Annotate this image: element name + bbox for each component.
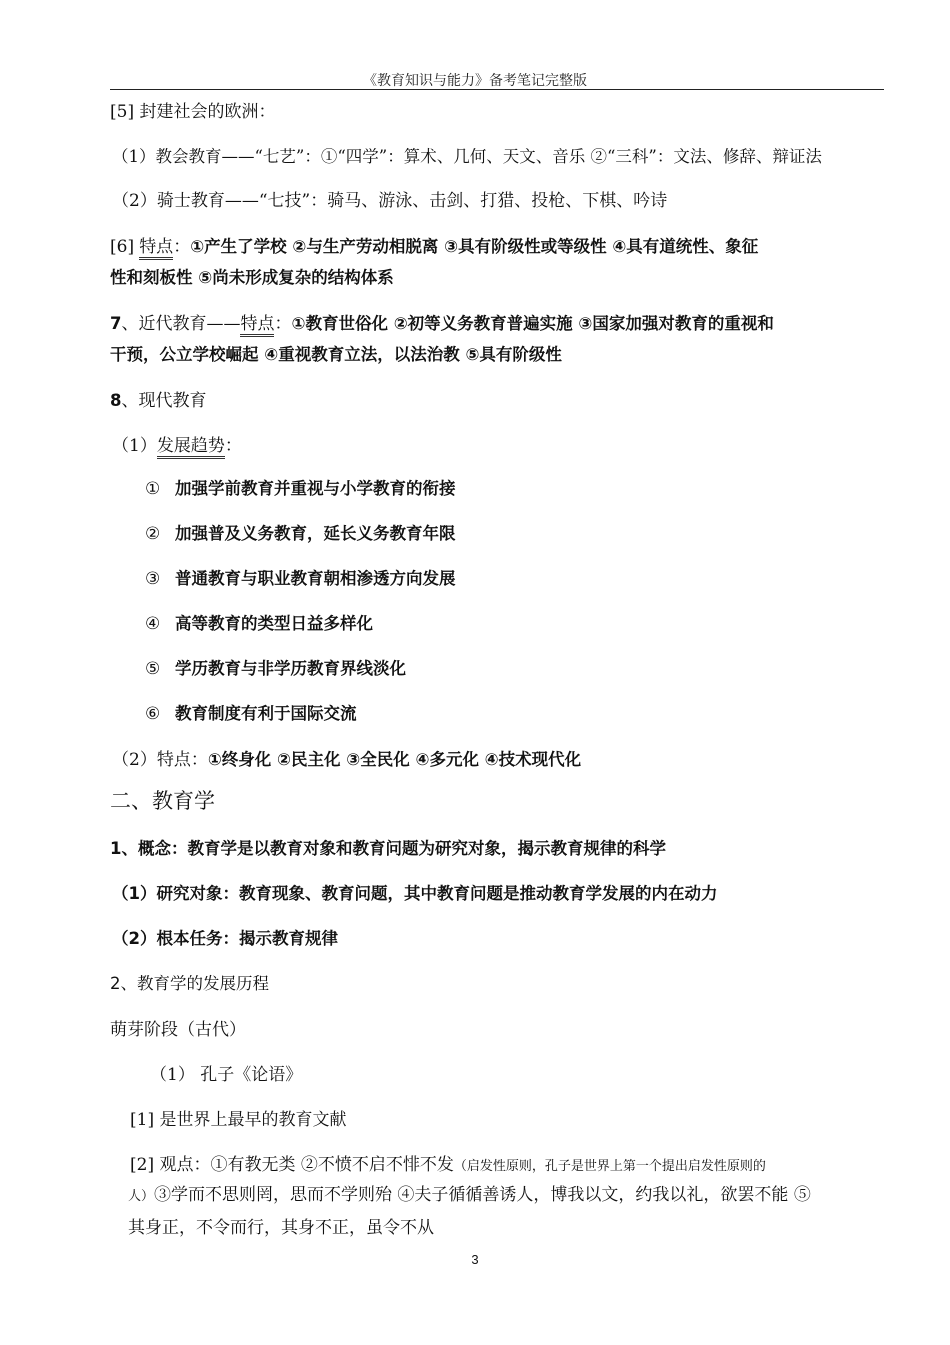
- sec7-points: ①教育世俗化 ②初等义务教育普遍实施 ③国家加强对教育的重视和: [291, 314, 774, 333]
- part2-earliest: [1] 是世界上最早的教育文献: [130, 1110, 347, 1130]
- page-number: 3: [471, 1252, 479, 1267]
- trend-item: [145, 655, 406, 679]
- part2-views-line1: [130, 1150, 766, 1175]
- part2-task: （2）根本任务：揭示教育规律: [112, 929, 338, 948]
- trend-text: 普通教育与职业教育朝相渗透方向发展: [175, 569, 456, 588]
- part2-object: （1）研究对象：教育现象、教育问题，其中教育问题是推动教育学发展的内在动力: [112, 884, 718, 903]
- part2-stage: 萌芽阶段（古代）: [110, 1020, 246, 1040]
- sec7-line1: [110, 309, 774, 334]
- sec7-keyword: 特点: [240, 314, 274, 337]
- sec5-heading: [5] 封建社会的欧洲：: [110, 102, 276, 122]
- part2-views-line2: [128, 1180, 811, 1205]
- trend-mark: ⑤: [145, 659, 161, 679]
- part2-heading: 二、教育学: [110, 789, 215, 813]
- trend-mark: ④: [145, 614, 161, 634]
- sec8-heading: [110, 386, 206, 411]
- views-note: （启发性原则，孔子是世界上第一个提出启发性原则的: [453, 1159, 766, 1174]
- trend-text: 加强学前教育并重视与小学教育的衔接: [175, 479, 456, 498]
- features-text: ①终身化 ②民主化 ③全民化 ④多元化 ④技术现代化: [207, 750, 582, 769]
- views-main: [2] 观点：①有教无类 ②不愤不启不悱不发: [130, 1155, 454, 1175]
- header-rule: [110, 89, 884, 90]
- trend-text: 高等教育的类型日益多样化: [175, 614, 373, 633]
- trend-item: [145, 610, 373, 634]
- part2-views-line3: 其身正，不令而行，其身不正，虽令不从: [128, 1218, 434, 1238]
- sec5-knight: （2）骑士教育——“七技”：骑马、游泳、击剑、打猎、投枪、下棋、吟诗: [112, 191, 668, 211]
- part2-confucius: （1） 孔子《论语》: [150, 1065, 303, 1085]
- trend-prefix: （1）: [112, 436, 157, 456]
- trend-text: 学历教育与非学历教育界线淡化: [175, 659, 406, 678]
- sec7-colon: ：: [274, 314, 292, 334]
- sec7-title: 、近代教育——: [121, 314, 241, 334]
- sec5-church: （1）教会教育——“七艺”：①“四学”：算术、几何、天文、音乐 ②“三科”：文法、修辞、辩证法: [112, 147, 822, 166]
- trend-mark: ①: [145, 479, 161, 499]
- sec6-points: ①产生了学校 ②与生产劳动相脱离 ③具有阶级性或等级性 ④具有道统性、象征: [190, 237, 759, 256]
- trend-item: [145, 700, 357, 724]
- trend-text: 加强普及义务教育，延长义务教育年限: [175, 524, 456, 543]
- sec7-num: 7: [110, 314, 122, 333]
- sec8-num: 8: [110, 391, 122, 410]
- trend-item: [145, 475, 456, 499]
- sec8-trend-heading: [112, 431, 242, 456]
- trend-item: [145, 565, 456, 589]
- trend-mark: ③: [145, 569, 161, 589]
- sec8-features: [112, 745, 581, 770]
- sec8-title: 、现代教育: [121, 391, 207, 411]
- sec6-line2: 性和刻板性 ⑤尚未形成复杂的结构体系: [110, 268, 394, 287]
- part2-concept: 1、概念：教育学是以教育对象和教育问题为研究对象，揭示教育规律的科学: [110, 839, 666, 858]
- sec6-keyword: 特点: [139, 237, 173, 260]
- trend-mark: ⑥: [145, 704, 161, 724]
- part2-history: 2、教育学的发展历程: [110, 974, 269, 993]
- views-line2: ③学而不思则罔，思而不学则殆 ④夫子循循善诱人，博我以文，约我以礼，欲罢不能 ⑤: [154, 1185, 811, 1205]
- sec6-label: [6]: [110, 237, 135, 257]
- trend-colon: ：: [224, 436, 242, 456]
- features-label: （2）特点：: [112, 750, 208, 770]
- trend-mark: ②: [145, 524, 161, 544]
- views-note-end: 人）: [128, 1189, 155, 1204]
- sec7-line2: 干预，公立学校崛起 ④重视教育立法，以法治教 ⑤具有阶级性: [110, 345, 562, 364]
- trend-item: [145, 520, 456, 544]
- trend-text: 教育制度有利于国际交流: [175, 704, 357, 723]
- trend-keyword: 发展趋势: [157, 436, 225, 459]
- sec6-line1: [110, 232, 758, 257]
- page-header: 《教育知识与能力》备考笔记完整版: [363, 73, 587, 89]
- sec6-colon: ：: [173, 237, 191, 257]
